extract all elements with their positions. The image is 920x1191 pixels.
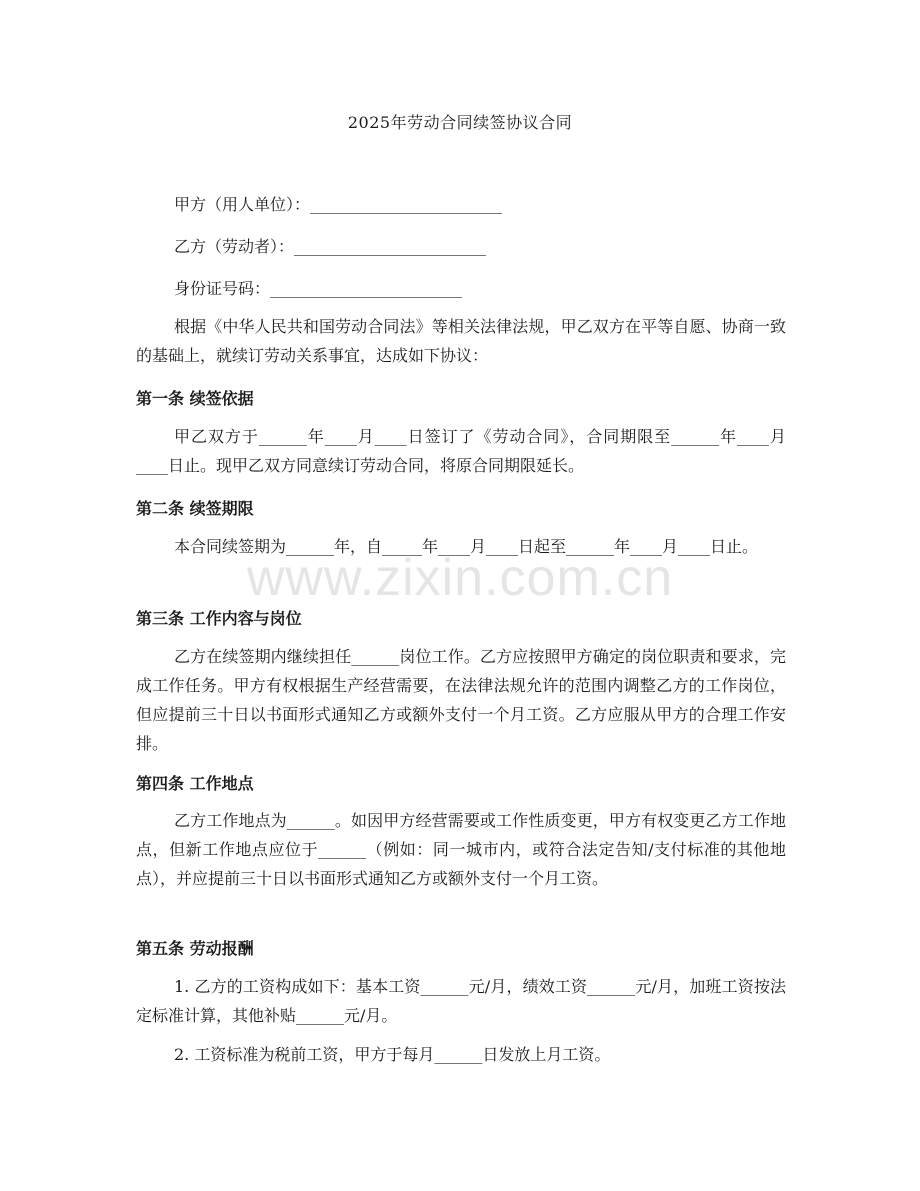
article-2-paragraph: 本合同续签期为______年，自_____年____月____日起至______年____月____日止。 bbox=[174, 537, 759, 556]
document-title: 2025年劳动合同续签协议合同 bbox=[347, 113, 573, 132]
article-3-paragraph: 乙方在续签期内继续担任______岗位工作。乙方应按照甲方确定的岗位职责和要求，完成工作任务。甲方有权根据生产经营需要，在法律法规允许的范围内调整乙方的工作岗位，但应提前三十日以书面形式通知乙方或额外支付一个月工资。乙方应服从甲方的合理工作安排。 bbox=[136, 647, 786, 753]
article-5-paragraph-1: 1. 乙方的工资构成如下：基本工资______元/月，绩效工资______元/月，加班工资按法定标准计算，其他补贴______元/月。 bbox=[136, 977, 786, 1025]
id-number-field: 身份证号码：________________________ bbox=[174, 279, 463, 298]
article-2-heading: 第二条 续签期限 bbox=[136, 499, 254, 518]
article-4-heading: 第四条 工作地点 bbox=[136, 774, 254, 793]
intro-paragraph: 根据《中华人民共和国劳动合同法》等相关法律法规，甲乙双方在平等自愿、协商一致的基础上，就续订劳动关系事宜，达成如下协议： bbox=[136, 317, 786, 365]
article-1-heading: 第一条 续签依据 bbox=[136, 389, 254, 408]
article-3-heading: 第三条 工作内容与岗位 bbox=[136, 609, 302, 628]
article-1-paragraph: 甲乙双方于______年____月____日签订了《劳动合同》，合同期限至______年____月____日止。现甲乙双方同意续订劳动合同，将原合同期限延长。 bbox=[136, 427, 786, 475]
article-4-paragraph: 乙方工作地点为______。如因甲方经营需要或工作性质变更，甲方有权变更乙方工作地点，但新工作地点应位于______（例如：同一城市内，或符合法定告知/支付标准的其他地点），并应提前三十日以书面形式通知乙方或额外支付一个月工资。 bbox=[136, 811, 786, 888]
watermark: www.zixin.com.cn bbox=[246, 549, 674, 607]
party-a-field: 甲方（用人单位）：________________________ bbox=[174, 195, 503, 214]
article-5-paragraph-2: 2. 工资标准为税前工资，甲方于每月______日发放上月工资。 bbox=[174, 1045, 611, 1064]
party-b-field: 乙方（劳动者）：________________________ bbox=[174, 237, 487, 256]
article-5-heading: 第五条 劳动报酬 bbox=[136, 939, 254, 958]
